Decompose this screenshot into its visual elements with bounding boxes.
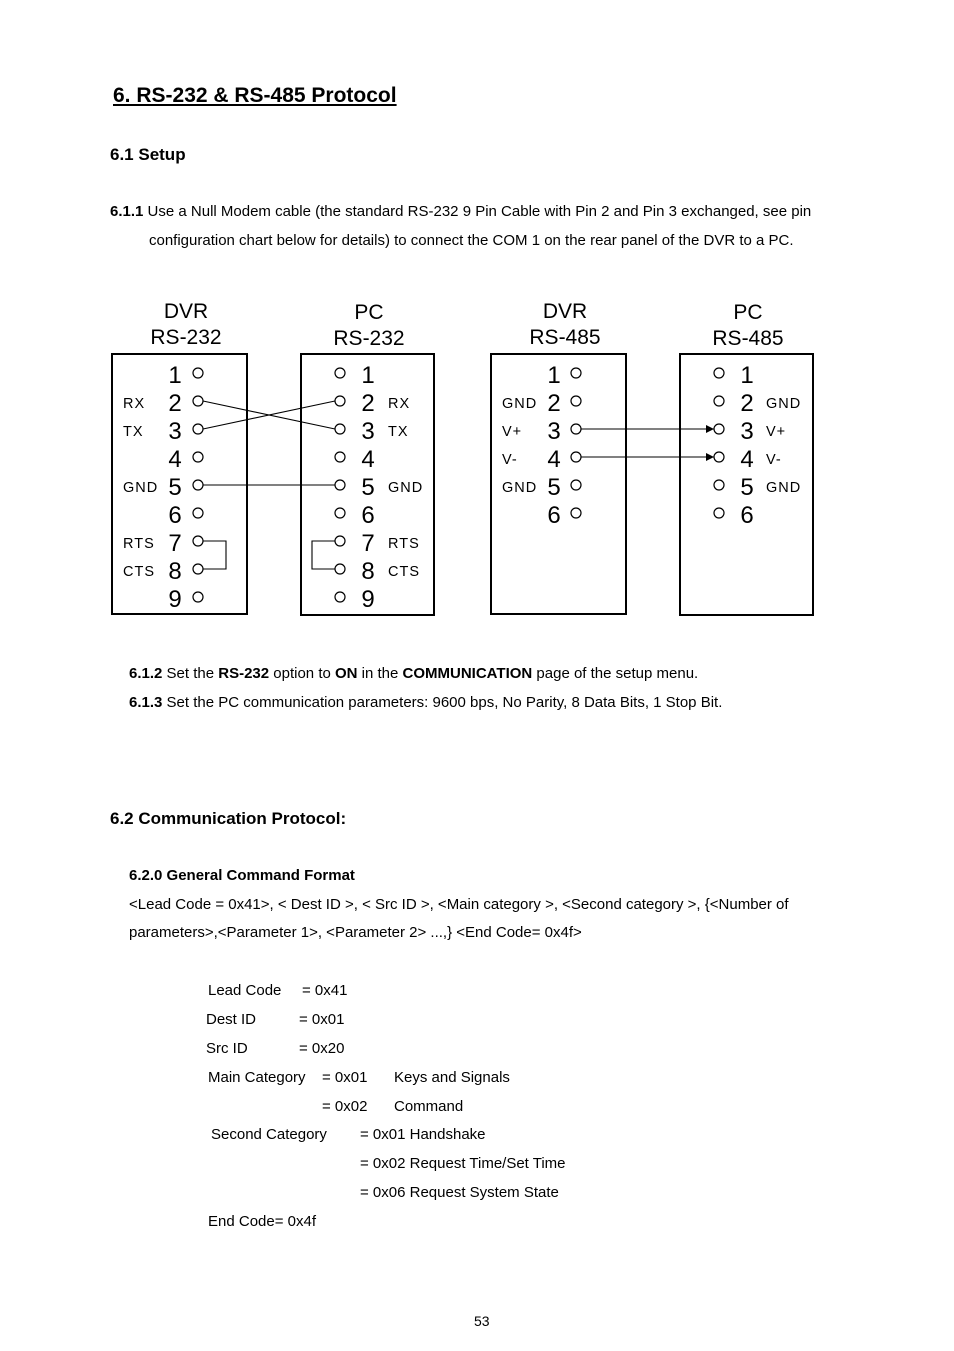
text-run-bold: ON (335, 665, 358, 682)
text-run: in the (357, 665, 403, 682)
pc485-pin-5-terminal (714, 480, 724, 490)
pc485-pin-number: 6 (740, 502, 754, 529)
pc485-signal-label: GND (766, 396, 802, 412)
pc485-pin-number: 5 (740, 474, 754, 501)
dvr232-pin-number: 4 (168, 446, 182, 473)
dvr485-pin-6-terminal (571, 508, 581, 518)
dvr485-pin-number: 2 (547, 390, 561, 417)
dvr485-pin-number: 5 (547, 474, 561, 501)
dvr232-pin-number: 3 (168, 418, 182, 445)
pc485-signal-label: V+ (766, 424, 787, 440)
pc485-pin-4-terminal (714, 452, 724, 462)
main-category-value-2: = 0x02 (322, 1098, 368, 1115)
paragraph-number: 6.1.2 (129, 665, 163, 682)
pc485-header-line2: RS-485 (712, 327, 784, 350)
dvr232-pin-number: 2 (168, 390, 182, 417)
pc232-pin-3-terminal (335, 424, 345, 434)
dvr485-signal-label: GND (502, 396, 538, 412)
src-id-value: = 0x20 (299, 1040, 345, 1057)
pc232-pin-number: 2 (361, 390, 375, 417)
dvr232-pin-2-terminal (193, 396, 203, 406)
lead-code-value: = 0x41 (302, 982, 348, 999)
pin-layer (123, 362, 801, 613)
pc232-pin-number: 7 (361, 530, 375, 557)
dvr232-signal-label: RX (123, 396, 146, 412)
dvr485-pin-1-terminal (571, 368, 581, 378)
dvr485-header-line2: RS-485 (529, 326, 601, 349)
section-heading-setup: 6.1 Setup (110, 145, 186, 164)
pc232-pin-number: 4 (361, 446, 375, 473)
second-category-value-1: = 0x01 Handshake (360, 1126, 486, 1143)
pc232-pin-number: 6 (361, 502, 375, 529)
dvr232-pin-5-terminal (193, 480, 203, 490)
pc485-header-line1: PC (733, 301, 763, 324)
paragraph-text: Set the PC communication parameters: 9600 bps, No Parity, 8 Data Bits, 1 Stop Bit. (162, 694, 723, 711)
dvr485-signal-label: V+ (502, 424, 523, 440)
pc485-pin-number: 4 (740, 446, 754, 473)
pc232-signal-label: RTS (388, 536, 420, 552)
dvr232-signal-label: GND (123, 480, 159, 496)
dvr485-pin-number: 4 (547, 446, 561, 473)
page-title: 6. RS-232 & RS-485 Protocol (113, 84, 397, 107)
pc232-pin-4-terminal (335, 452, 345, 462)
pc485-pin-6-terminal (714, 508, 724, 518)
subsection-heading-format: 6.2.0 General Command Format (129, 867, 355, 884)
dvr485-pin-number: 3 (547, 418, 561, 445)
arrow-v-minus (706, 453, 714, 461)
paragraph-number: 6.1.1 (110, 203, 144, 220)
paragraph-6-1-1-continued: configuration chart below for details) to connect the COM 1 on the rear panel of the DVR to a PC. (149, 232, 794, 249)
main-category-desc-2: Command (394, 1098, 464, 1115)
pc485-pin-3-terminal (714, 424, 724, 434)
dvr232-pin-number: 9 (168, 586, 182, 613)
dvr485-pin-5-terminal (571, 480, 581, 490)
pc232-signal-label: RX (388, 396, 411, 412)
dvr232-pin-number: 7 (168, 530, 182, 557)
second-category-value-2: = 0x02 Request Time/Set Time (360, 1155, 566, 1172)
lead-code-label: Lead Code (208, 982, 282, 999)
text-run: page of the setup menu. (532, 665, 699, 682)
second-category-value-3: = 0x06 Request System State (360, 1184, 559, 1201)
pc232-signal-label: GND (388, 480, 424, 496)
pc232-pin-number: 1 (361, 362, 375, 389)
end-code: End Code= 0x4f (208, 1213, 316, 1230)
dest-id-label: Dest ID (206, 1011, 257, 1028)
src-id-label: Src ID (206, 1040, 248, 1057)
pc485-pin-number: 2 (740, 390, 754, 417)
arrow-v-plus (706, 425, 714, 433)
main-category-value-1: = 0x01 (322, 1069, 368, 1086)
pin-configuration-diagram (0, 0, 954, 640)
text-run-bold: COMMUNICATION (402, 665, 533, 682)
pc232-header-line2: RS-232 (333, 327, 405, 350)
text-run: Set the (162, 665, 219, 682)
second-category-label: Second Category (211, 1126, 327, 1143)
pc232-pin-number: 8 (361, 558, 375, 585)
section-heading-protocol: 6.2 Communication Protocol: (110, 809, 347, 828)
dvr232-header-line2: RS-232 (150, 326, 222, 349)
page-number: 53 (474, 1313, 490, 1329)
pc485-pin-1-terminal (714, 368, 724, 378)
dvr232-pin-6-terminal (193, 508, 203, 518)
main-category-label: Main Category (208, 1069, 306, 1086)
pc485-signal-label: GND (766, 480, 802, 496)
format-line-2: parameters>,<Parameter 1>, <Parameter 2> ...,} <End Code= 0x4f> (129, 924, 582, 941)
main-category-desc-1: Keys and Signals (394, 1069, 510, 1086)
dvr232-pin-8-terminal (193, 564, 203, 574)
pc232-pin-2-terminal (335, 396, 345, 406)
dvr485-pin-number: 1 (547, 362, 561, 389)
pc232-rts-cts-loop (312, 541, 335, 569)
dvr485-pin-4-terminal (571, 452, 581, 462)
dvr232-pin-1-terminal (193, 368, 203, 378)
format-line-1: <Lead Code = 0x41>, < Dest ID >, < Src ID >, <Main category >, <Second category >, {<Number of (129, 896, 789, 913)
dvr232-signal-label: CTS (123, 564, 155, 580)
dvr232-pin-7-terminal (193, 536, 203, 546)
dvr232-pin-3-terminal (193, 424, 203, 434)
pc485-pin-2-terminal (714, 396, 724, 406)
dvr232-pin-number: 6 (168, 502, 182, 529)
pc232-pin-number: 9 (361, 586, 375, 613)
pc232-header-line1: PC (354, 301, 384, 324)
dvr485-pin-number: 6 (547, 502, 561, 529)
pc485-pin-number: 1 (740, 362, 754, 389)
pc232-pin-number: 5 (361, 474, 375, 501)
pc232-pin-9-terminal (335, 592, 345, 602)
dvr232-rts-cts-loop (203, 541, 226, 569)
dvr232-signal-label: TX (123, 424, 144, 440)
dvr232-pin-number: 8 (168, 558, 182, 585)
paragraph-number: 6.1.3 (129, 694, 163, 711)
pc232-pin-8-terminal (335, 564, 345, 574)
pc232-pin-1-terminal (335, 368, 345, 378)
pc232-pin-6-terminal (335, 508, 345, 518)
dvr485-header-line1: DVR (542, 300, 588, 323)
dvr232-pin-9-terminal (193, 592, 203, 602)
pc232-pin-5-terminal (335, 480, 345, 490)
paragraph-6-1-2 (129, 665, 698, 682)
dvr485-pin-2-terminal (571, 396, 581, 406)
pc232-pin-7-terminal (335, 536, 345, 546)
text-run-bold: RS-232 (218, 665, 270, 682)
pc485-signal-label: V- (766, 452, 782, 468)
paragraph-text: Use a Null Modem cable (the standard RS-232 9 Pin Cable with Pin 2 and Pin 3 exchanged, see pin (143, 203, 812, 220)
dvr232-pin-4-terminal (193, 452, 203, 462)
text-run: option to (269, 665, 335, 682)
dvr485-pin-3-terminal (571, 424, 581, 434)
dest-id-value: = 0x01 (299, 1011, 345, 1028)
pc232-signal-label: CTS (388, 564, 420, 580)
pc232-pin-number: 3 (361, 418, 375, 445)
dvr232-pin-number: 1 (168, 362, 182, 389)
dvr232-signal-label: RTS (123, 536, 155, 552)
dvr485-signal-label: V- (502, 452, 518, 468)
pc485-pin-number: 3 (740, 418, 754, 445)
dvr485-signal-label: GND (502, 480, 538, 496)
dvr232-pin-number: 5 (168, 474, 182, 501)
dvr232-header-line1: DVR (163, 300, 209, 323)
paragraph-6-1-3 (129, 694, 722, 711)
pc232-signal-label: TX (388, 424, 409, 440)
